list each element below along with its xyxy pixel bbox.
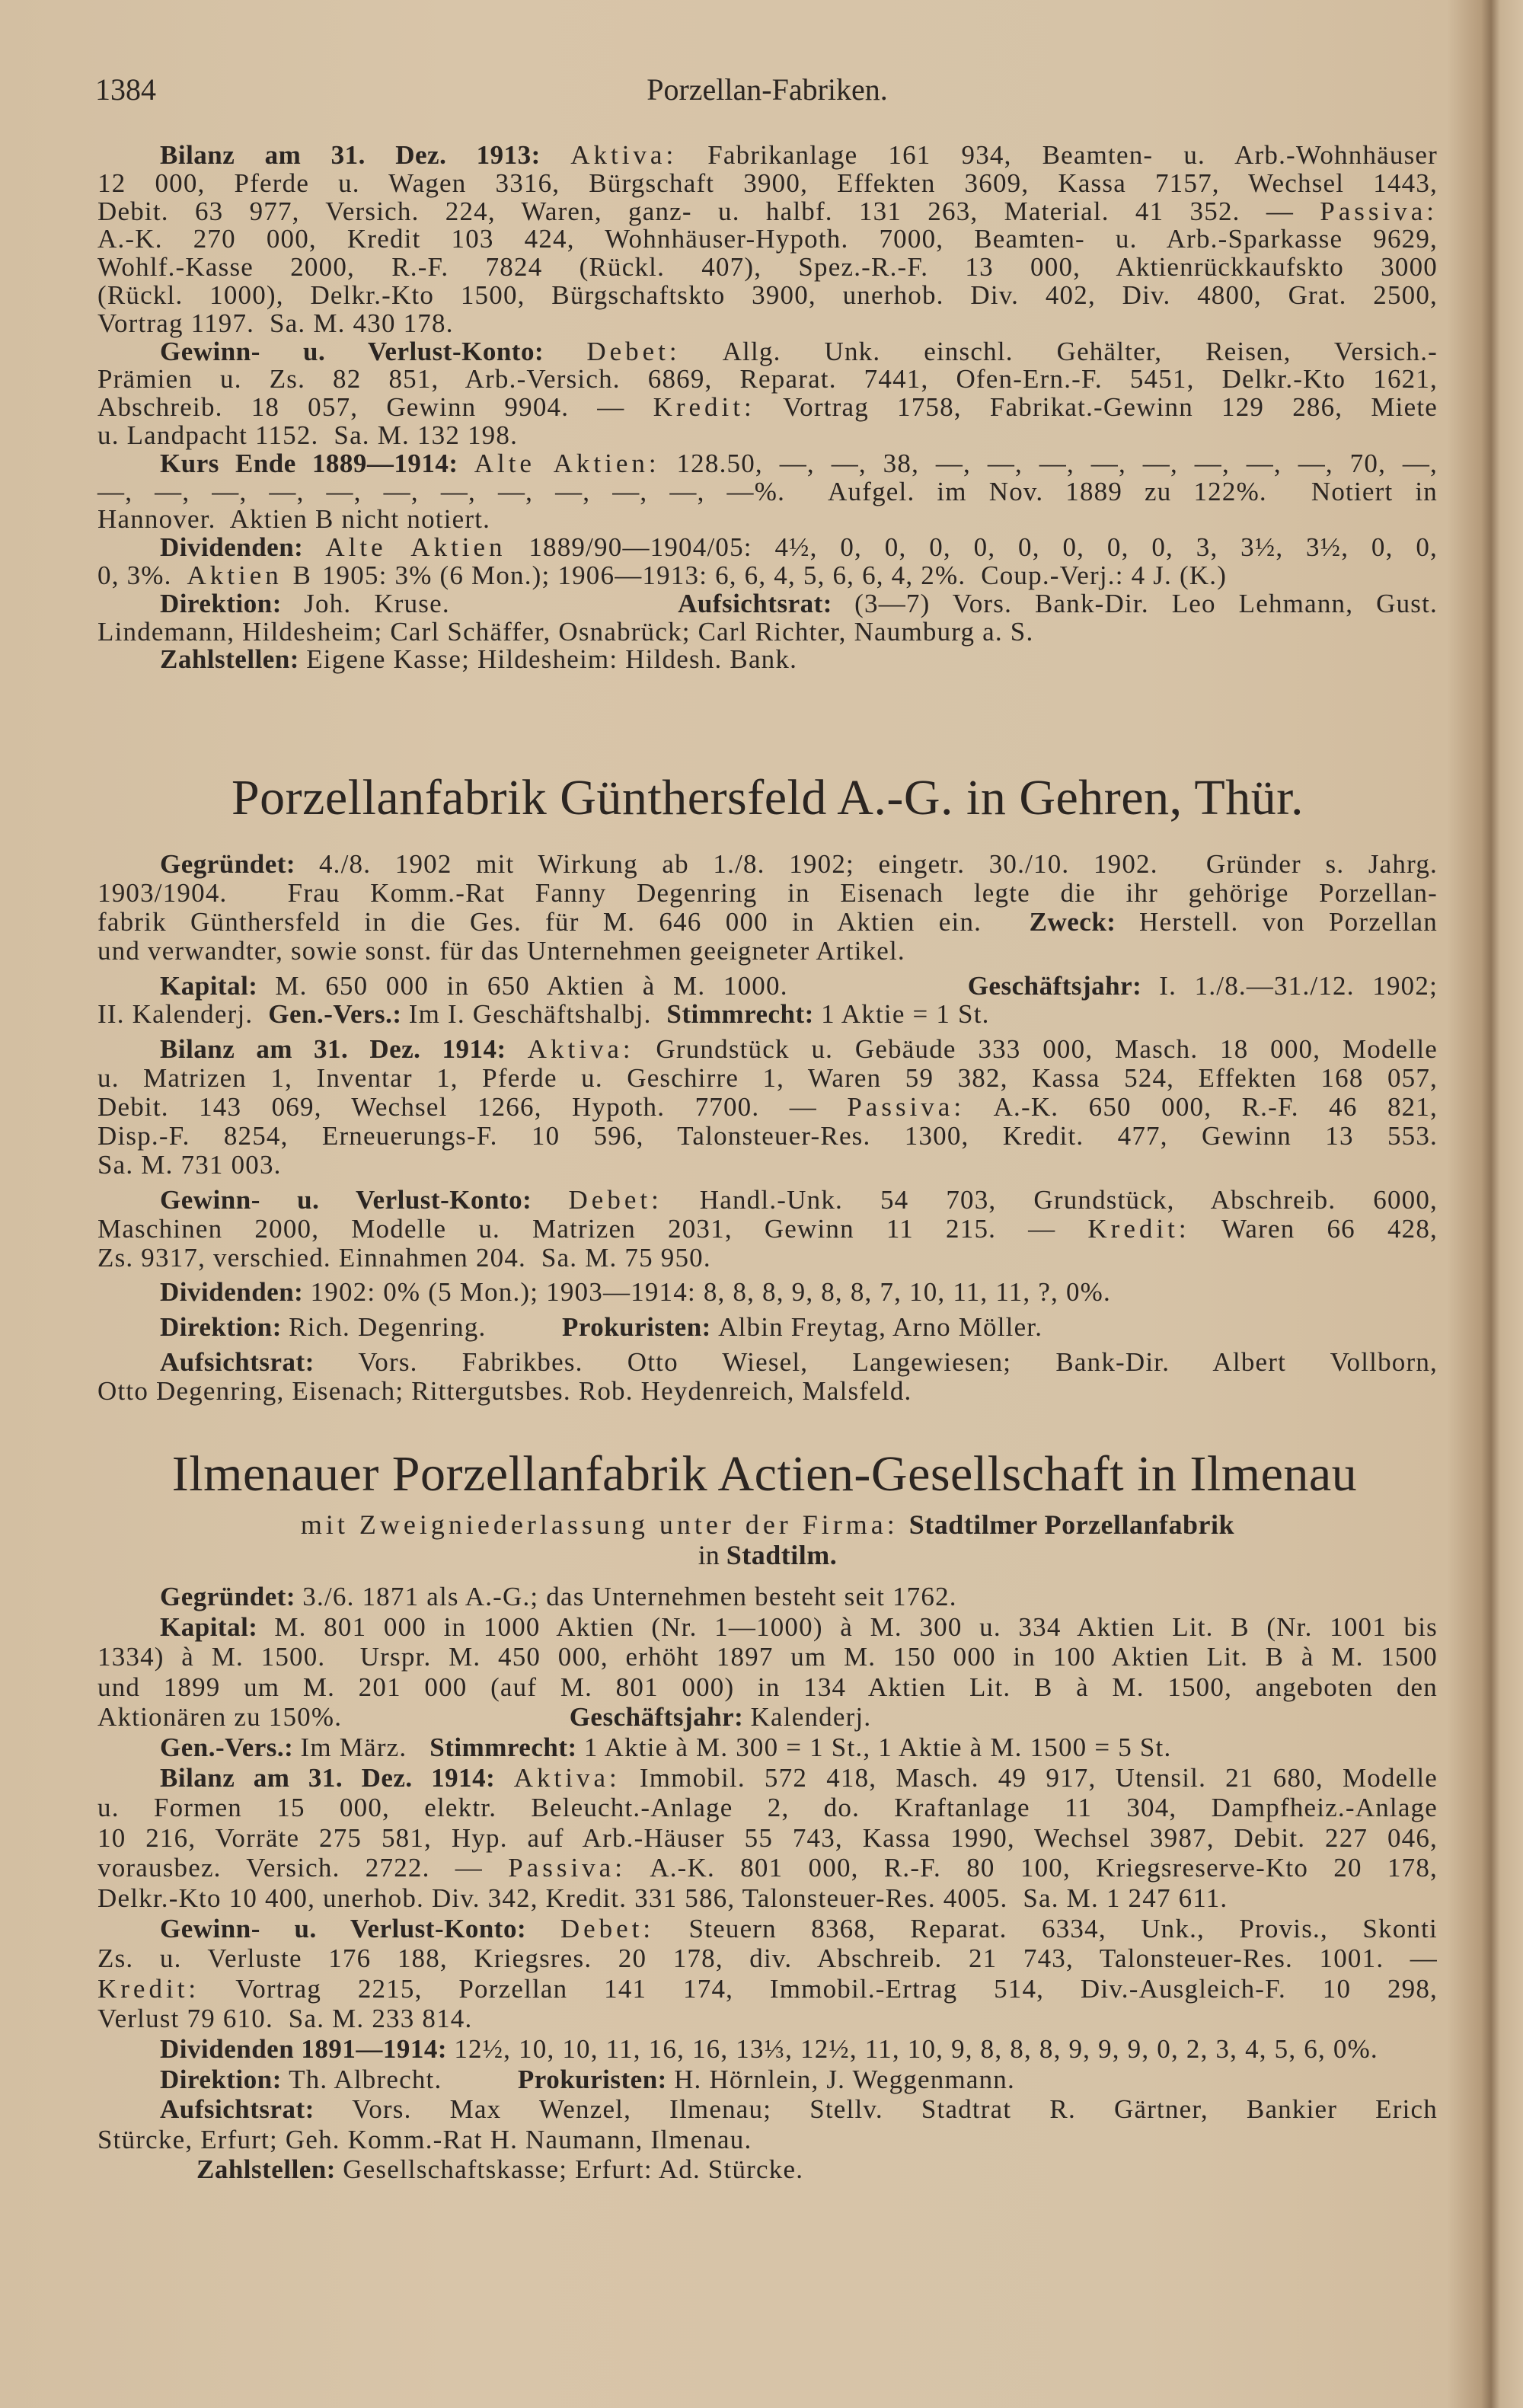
paragraph [97,1763,1438,1914]
paragraph [97,338,1438,450]
entry-text: Grundstück u. Gebäude 333 000, Masch. 18 000, Modelle [634,1034,1438,1065]
text-line [97,1823,1438,1854]
paragraph [97,1914,1438,2034]
text-line [97,1186,1438,1215]
paragraph [97,972,1438,1030]
paragraph [97,2034,1438,2065]
field-label: Aufsichtsrat: [160,2094,353,2125]
text-line [97,1035,1438,1064]
field-label: Dividenden: [160,532,326,563]
entry-text: Vors. Fabrikbes. Otto Wiesel, Langewiesen; Bank-Dir. Albert Vollborn, [358,1347,1438,1378]
entry-text: Sa. M. 731 003. [97,1149,282,1180]
text-line [97,879,1438,908]
field-label: Zahlstellen: [160,644,307,675]
paragraph [97,2094,1438,2154]
entry-text: Joh. Kruse. [304,588,678,618]
field-label: Prokuristen: [517,2064,675,2094]
text-line [97,1914,1438,1944]
field-label: Dividenden: [160,1277,311,1308]
paragraph [97,450,1438,534]
entry-text: Debit. 143 069, Wechsel 1266, Hypoth. 7700. — [97,1092,848,1123]
text-line [97,2125,1438,2155]
text-line [97,506,1438,534]
spaced-label: Passiva: [1320,196,1438,226]
text-line [97,1000,1438,1029]
field-label: Zahlstellen: [196,2154,343,2185]
entry-text: (Rückl. 1000), Delkr.-Kto 1500, Bürgschaftskto 3900, unerhob. Div. 402, Div. 4800, Grat. 2500, [97,279,1438,310]
field-label: Direktion: [160,588,305,618]
field-label: Kurs Ende 1889—1914: [160,448,474,478]
field-label: Gewinn- u. Verlust-Konto: [160,1913,560,1943]
entry-text: 1 Aktie = 1 St. [821,999,990,1030]
field-label: Bilanz am 31. Dez. 1914: [160,1762,514,1793]
company-heading-ilmenauer: Ilmenauer Porzellanfabrik Actien-Gesellschaft in Ilmenau [171,1446,1358,1502]
paragraph [97,2065,1438,2095]
entry-text: A.-K. 270 000, Kredit 103 424, Wohnhäuser-Hypoth. 7000, Beamten- u. Arb.-Sparkasse 9629, [97,224,1438,254]
field-label: Aufsichtsrat: [160,1347,359,1378]
text-line [97,562,1438,590]
text-line [97,310,1438,338]
paragraph [97,142,1438,338]
text-line [97,254,1438,282]
entry-text: Steuern 8368, Reparat. 6334, Unk., Provis., Skonti [654,1913,1438,1943]
field-label: Dividenden 1891—1914: [160,2033,455,2064]
entry-text: Wohlf.-Kasse 2000, R.-F. 7824 (Rückl. 407), Spez.-R.-F. 13 000, Aktienrückkaufskto 3000 [97,252,1438,283]
entry-text: Otto Degenring, Eisenach; Rittergutsbes. Rob. Heydenreich, Malsfeld. [97,1376,912,1407]
entry-text: u. Matrizen 1, Inventar 1, Pferde u. Geschirre 1, Waren 59 382, Kassa 524, Effekten 168 057, [97,1063,1438,1094]
field-label: Prokuristen: [561,1312,719,1343]
field-label: Geschäftsjahr: [967,970,1160,1001]
entry-text: Allg. Unk. einschl. Gehälter, Reisen, Versich.- [680,336,1438,366]
entry-text: 10 216, Vorräte 275 581, Hyp. auf Arb.-Häuser 55 743, Kassa 1990, Wechsel 3987, Debit. 227 046, [97,1822,1438,1853]
text-line [97,478,1438,506]
entry-text: Herstell. von Porzellan [1139,906,1438,937]
text-line [97,1348,1438,1377]
entry-text: und verwandter, sowie sonst. für das Unternehmen geeigneter Artikel. [97,935,905,966]
text-line [97,225,1438,254]
spaced-label: Aktiva: [570,140,678,170]
spaced-label: mit Zweigniederlassung unter der Firma: [300,1509,909,1540]
entry-text: —, —, —, —, —, —, —, —, —, —, —, —%. Aufgel. im Nov. 1889 zu 122%. Notiert in [97,476,1438,506]
spaced-label: Kredit: [653,392,755,423]
entry-text: 1 Aktie à M. 300 = 1 St., 1 Aktie à M. 1500 = 5 St. [583,1732,1172,1762]
text-line [97,1763,1438,1793]
text-line [97,1943,1438,1974]
text-line [97,646,1438,674]
entry-text: Maschinen 2000, Modelle u. Matrizen 2031, Gewinn 11 215. — [97,1213,1088,1244]
paragraph [97,646,1438,674]
spaced-label: Kredit: [97,1973,200,2004]
paragraph [97,1582,1438,1612]
text-line [97,450,1438,478]
field-label: Gegründet: [160,849,319,879]
entry-text: Waren 66 428, [1189,1213,1438,1244]
entry-text: Vors. Max Wenzel, Ilmenau; Stellv. Stadtrat R. Gärtner, Bankier Erich [352,2094,1438,2125]
paragraph [97,1348,1438,1406]
paragraph [97,1278,1438,1307]
section-ilmenauer [97,1582,1438,2185]
entry-text: Eigene Kasse; Hildesheim: Hildesh. Bank. [306,644,798,675]
entry-text: 1334) à M. 1500. Urspr. M. 450 000, erhöht 1897 um M. 150 000 in 100 Aktien Lit. B à M. 1500 [97,1642,1438,1672]
text-line [97,937,1438,966]
entry-text: Gesellschaftskasse; Erfurt: Ad. Stürcke. [343,2154,804,2185]
entry-text: Lindemann, Hildesheim; Carl Schäffer, Osnabrück; Carl Richter, Naumburg a. S. [97,616,1034,647]
field-label: Bilanz am 31. Dez. 1914: [160,1034,528,1065]
entry-text: Abschreib. 18 057, Gewinn 9904. — [97,392,653,423]
field-label: Stadtilm. [726,1540,838,1570]
entry-text: Delkr.-Kto 10 400, unerhob. Div. 342, Kredit. 331 586, Talonsteuer-Res. 4005. Sa. M. 1 247 611. [97,1883,1228,1913]
entry-text: Debit. 63 977, Versich. 224, Waren, ganz- u. halbf. 131 263, Material. 41 352. — [97,196,1320,226]
text-line [97,2154,1438,2185]
text-line [97,1702,1438,1733]
text-line [97,394,1438,422]
text-line [97,850,1438,879]
field-label: Kapital: [160,1611,275,1642]
paragraph [97,2154,1438,2185]
entry-text: Disp.-F. 8254, Erneuerungs-F. 10 596, Talonsteuer-Res. 1300, Kredit. 477, Gewinn 13 553. [97,1121,1438,1151]
entry-text: M. 650 000 in 650 Aktien à M. 1000. [275,970,968,1001]
text-line [97,142,1438,170]
field-label: Gen.-Vers.: [268,999,409,1030]
text-line [97,1244,1438,1273]
field-label: Zweck: [1029,906,1140,937]
field-label: Stimmrecht: [666,999,822,1030]
field-label: Aufsichtsrat: [678,588,855,618]
text-line [97,1582,1438,1612]
page-number: 1384 [95,72,156,107]
spaced-label: Debet: [560,1913,655,1943]
text-line [97,1215,1438,1244]
text-line [97,1612,1438,1643]
field-label: Direktion: [160,2064,289,2094]
entry-text: vorausbez. Versich. 2722. — [97,1853,509,1883]
text-line [97,2004,1438,2034]
text-line [97,1853,1438,1883]
entry-text: 1903/1904. Frau Komm.-Rat Fanny Degenring in Eisenach legte die ihr gehörige Porzellan- [97,877,1438,908]
entry-text: Hannover. Aktien B nicht notiert. [97,504,491,535]
text-line [97,1122,1438,1151]
field-label: Stimmrecht: [429,1732,584,1762]
entry-text: 1905: 3% (6 Mon.); 1906—1913: 6, 6, 4, 5, 6, 6, 4, 2%. Coup.-Verj.: 4 J. (K.) [314,560,1228,590]
company-heading-guenthersfeld: Porzellanfabrik Günthersfeld A.-G. in Gehren, Thür. [231,770,1304,826]
field-label: Stadtilmer Porzellanfabrik [908,1509,1235,1540]
entry-text: A.-K. 801 000, R.-F. 80 100, Kriegsreserve-Kto 20 178, [625,1853,1438,1883]
text-line [97,338,1438,366]
entry-text: 128.50, —, —, 38, —, —, —, —, —, —, —, —, 70, —, [659,448,1438,478]
section-previous-company-continuation [97,142,1438,674]
entry-text: Aktionären zu 150%. [97,1702,570,1733]
paragraph [97,1186,1438,1273]
entry-text: Rich. Degenring. [289,1312,562,1343]
entry-text: Vortrag 1197. Sa. M. 430 178. [97,308,454,338]
entry-text: Vortrag 1758, Fabrikat.-Gewinn 129 286, Miete [755,392,1438,423]
entry-text: (3—7) Vors. Bank-Dir. Leo Lehmann, Gust. [854,588,1438,618]
entry-text: II. Kalenderj. [97,999,269,1030]
entry-text: 4./8. 1902 mit Wirkung ab 1./8. 1902; eingetr. 30./10. 1902. Gründer s. Jahrg. [318,849,1438,879]
field-label: Geschäftsjahr: [569,1702,751,1733]
text-line [97,2094,1438,2125]
text-line [97,908,1438,937]
paragraph [97,850,1438,966]
text-line [97,170,1438,198]
paragraph [97,534,1438,590]
text-line [97,1151,1438,1180]
text-line [97,279,1438,310]
text-line [97,1313,1438,1342]
field-label: Bilanz am 31. Dez. 1913: [160,140,571,170]
entry-text: 1889/90—1904/05: 4½, 0, 0, 0, 0, 0, 0, 0, 0, 3, 3½, 3½, 0, 0, [506,532,1438,563]
text-line [97,1672,1438,1703]
company-subheading-ilmenauer [97,1509,1438,1570]
spaced-label: Aktiva: [513,1762,621,1793]
field-label: Kapital: [160,970,276,1001]
running-title: Porzellan-Fabriken. [647,72,888,107]
text-line [97,1377,1438,1406]
text-line [97,2065,1438,2095]
text-line [97,1278,1438,1307]
entry-text: Im I. Geschäftshalbj. [408,999,667,1030]
spaced-label: Debet: [568,1184,663,1215]
entry-text: und 1899 um M. 201 000 (auf M. 801 000) in 134 Aktien Lit. B à M. 1500, angeboten den [97,1672,1438,1702]
entry-text: 12 000, Pferde u. Wagen 3316, Bürgschaft 3900, Effekten 3609, Kassa 7157, Wechsel 1443, [97,168,1438,198]
section-guenthersfeld [97,850,1438,1406]
entry-text: Zs. 9317, verschied. Einnahmen 204. Sa. M. 75 950. [97,1242,711,1273]
subheading-line [97,1540,1438,1570]
text-line [97,1093,1438,1122]
entry-text: Prämien u. Zs. 82 851, Arb.-Versich. 6869, Reparat. 7441, Ofen-Ern.-F. 5451, Delkr.-Kto 1621, [97,364,1438,394]
field-label: Gewinn- u. Verlust-Konto: [160,336,587,366]
spaced-label: Passiva: [847,1092,966,1123]
text-line [97,1883,1438,1914]
entry-text: M. 801 000 in 1000 Aktien (Nr. 1—1000) à M. 300 u. 334 Aktien Lit. B (Nr. 1001 bis [274,1611,1438,1642]
field-label: Gen.-Vers.: [160,1732,301,1762]
text-line [97,1642,1438,1672]
field-label: Direktion: [160,1312,289,1343]
text-line [97,590,1438,618]
entry-text: I. 1./8.—31./12. 1902; [1159,970,1438,1001]
entry-text: 1902: 0% (5 Mon.); 1903—1914: 8, 8, 8, 9, 8, 8, 7, 10, 11, 11, ?, 0%. [310,1277,1111,1308]
running-head [95,73,1439,107]
entry-text: u. Landpacht 1152. Sa. M. 132 198. [97,420,519,450]
entry-text: Im März. [300,1732,430,1762]
entry-text: in [698,1540,726,1570]
entry-text: Zs. u. Verluste 176 188, Kriegsres. 20 178, div. Abschreib. 21 743, Talonsteuer-Res. 1001. — [97,1943,1438,1974]
entry-text: Albin Freytag, Arno Möller. [718,1312,1043,1343]
text-line [97,2034,1438,2065]
spaced-label: Aktien B [187,560,314,590]
entry-text: 0, 3%. [97,560,187,590]
entry-text: Kalenderj. [750,1702,872,1733]
text-line [97,534,1438,562]
entry-text: fabrik Günthersfeld in die Ges. für M. 646 000 in Aktien ein. [97,906,1030,937]
paragraph [97,1035,1438,1179]
spaced-label: Aktiva: [527,1034,634,1065]
field-label: Gewinn- u. Verlust-Konto: [160,1184,569,1215]
text-line [97,198,1438,226]
paragraph [97,590,1438,647]
paragraph [97,1733,1438,1763]
paragraph [97,1313,1438,1342]
entry-text: A.-K. 650 000, R.-F. 46 821, [965,1092,1438,1123]
spaced-label: Kredit: [1087,1213,1190,1244]
entry-text: Verlust 79 610. Sa. M. 233 814. [97,2004,473,2034]
text-line [97,422,1438,450]
entry-text: H. Hörnlein, J. Weggenmann. [674,2064,1015,2094]
entry-text: 12½, 10, 10, 11, 16, 16, 13⅓, 12½, 11, 10, 9, 8, 8, 8, 9, 9, 9, 0, 2, 3, 4, 5, 6, 0%. [454,2033,1378,2064]
spaced-label: Alte Aktien [325,532,506,563]
field-label: Gegründet: [160,1582,303,1611]
entry-text: Immobil. 572 418, Masch. 49 917, Utensil. 21 680, Modelle [620,1762,1438,1793]
text-line [97,366,1438,394]
spaced-label: Alte Aktien: [474,448,660,478]
entry-text: Th. Albrecht. [289,2064,518,2094]
text-line [97,1733,1438,1763]
subheading-line [97,1509,1438,1540]
entry-text: Fabrikanlage 161 934, Beamten- u. Arb.-Wohnhäuser [677,140,1438,170]
text-line [97,972,1438,1001]
entry-text: u. Formen 15 000, elektr. Beleucht.-Anlage 2, do. Kraftanlage 11 304, Dampfheiz.-Anlage [97,1793,1438,1823]
spaced-label: Passiva: [508,1853,626,1883]
paragraph [97,1612,1438,1733]
entry-text: Handl.-Unk. 54 703, Grundstück, Abschreib. 6000, [662,1184,1438,1215]
spaced-label: Debet: [586,336,681,366]
entry-text: Stürcke, Erfurt; Geh. Komm.-Rat H. Naumann, Ilmenau. [97,2124,752,2154]
text-line [97,1793,1438,1823]
text-line [97,1974,1438,2004]
text-line [97,1064,1438,1093]
text-line [97,618,1438,647]
entry-text: 3./6. 1871 als A.-G.; das Unternehmen besteht seit 1762. [302,1582,957,1611]
entry-text: Vortrag 2215, Porzellan 141 174, Immobil.-Ertrag 514, Div.-Ausgleich-F. 10 298, [200,1973,1438,2004]
